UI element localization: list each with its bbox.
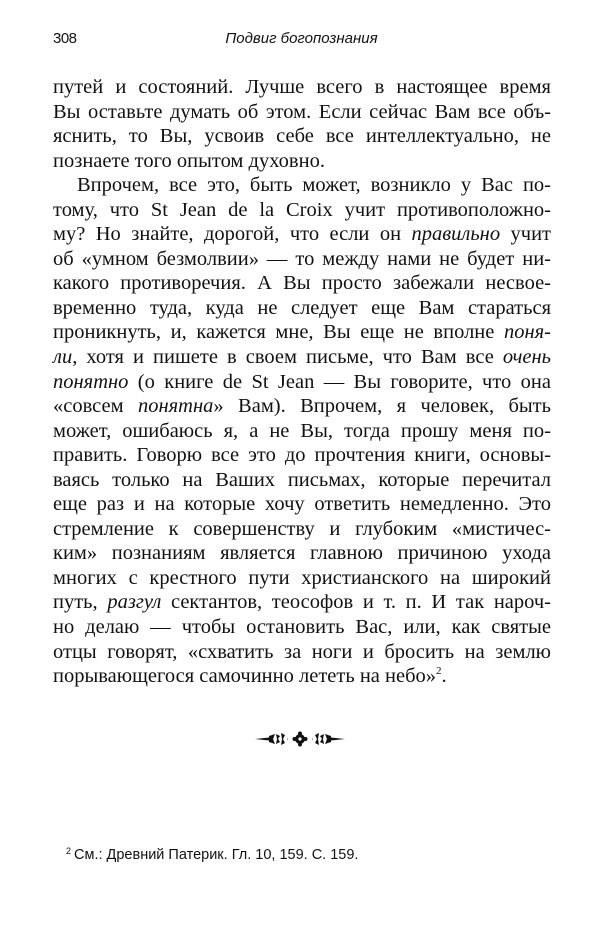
text-line: проникнуть, и, кажется мне, Вы еще не вполне поня- — [53, 321, 551, 344]
footnote-text: См.: Древний Патерик. Гл. 10, 159. С. 159. — [74, 847, 359, 863]
text-line: еще раз и на которые хочу ответить немедленно. Это — [53, 493, 551, 516]
text-line: тому, что St Jean de la Croix учит противоположно- — [53, 198, 551, 221]
italic-emphasis: очень — [502, 346, 551, 369]
italic-emphasis: ли — [53, 346, 73, 369]
italic-emphasis: правильно — [411, 223, 501, 246]
page-header — [53, 30, 550, 50]
text-line: править. Говорю все это до прочтения книги, основы- — [53, 444, 551, 467]
text-line: какого противоречия. А Вы просто забежали несвое- — [53, 272, 551, 295]
text-line: путей и состояний. Лучше всего в настоящее время — [53, 76, 551, 98]
footnote — [66, 847, 358, 863]
text-line: му? Но знайте, дорогой, что если он правильно учит — [53, 223, 551, 246]
italic-emphasis: понятно — [53, 370, 129, 393]
text-line: стремление к совершенству и глубоким «мистичес- — [53, 517, 551, 540]
text-line: «совсем понятна» Вам). Впрочем, я человек, быть — [53, 395, 551, 418]
floral-divider-icon — [255, 731, 345, 747]
section-ornament — [0, 731, 600, 749]
text-line: путь, разгул сектантов, теософов и т. п. И так нароч- — [53, 591, 551, 614]
page-number: 308 — [53, 30, 77, 47]
text-line: познаете того опытом духовно. — [53, 149, 325, 172]
text-line: понятно (о книге de St Jean — Вы говорите, что она — [53, 370, 551, 393]
text-line: об «умном безмолвии» — то между нами не будет ни- — [53, 247, 551, 270]
footnote-reference[interactable]: 2 — [436, 665, 442, 678]
text-line: но делаю — чтобы остановить Вас, или, как святые — [53, 616, 551, 639]
text-line: порывающегося самочинно лететь на небо»$^2$. — [53, 665, 447, 688]
italic-emphasis: разгул — [107, 591, 162, 614]
italic-emphasis: поня- — [503, 321, 551, 344]
text-line: временно туда, куда не следует еще Вам стараться — [53, 296, 551, 319]
text-line: может, ошибаюсь я, а не Вы, тогда прошу меня по- — [53, 419, 551, 442]
text-line: яснить, то Вы, усвоив себе все интеллектуально, не — [53, 125, 551, 148]
text-line: ким» познаниям является главною причиною ухода — [53, 542, 551, 565]
text-line: Вы оставьте думать об этом. Если сейчас Вам все объ- — [53, 100, 551, 123]
text-line: ли, хотя и пишете в своем письме, что Вам все очень — [53, 346, 551, 369]
footnote-marker: 2 — [66, 846, 72, 856]
text-line: ваясь только на Ваших письмах, которые перечитал — [53, 468, 551, 491]
body-text — [53, 75, 551, 689]
text-line: отцы говорят, «схватить за ноги и бросить на землю — [53, 640, 551, 663]
running-title: Подвиг богопознания — [225, 30, 378, 47]
text-line: многих с крестного пути христианского на широкий — [53, 566, 551, 589]
italic-emphasis: понятна — [137, 395, 214, 418]
text-line: Впрочем, все это, быть может, возникло у Вас по- — [77, 174, 551, 197]
